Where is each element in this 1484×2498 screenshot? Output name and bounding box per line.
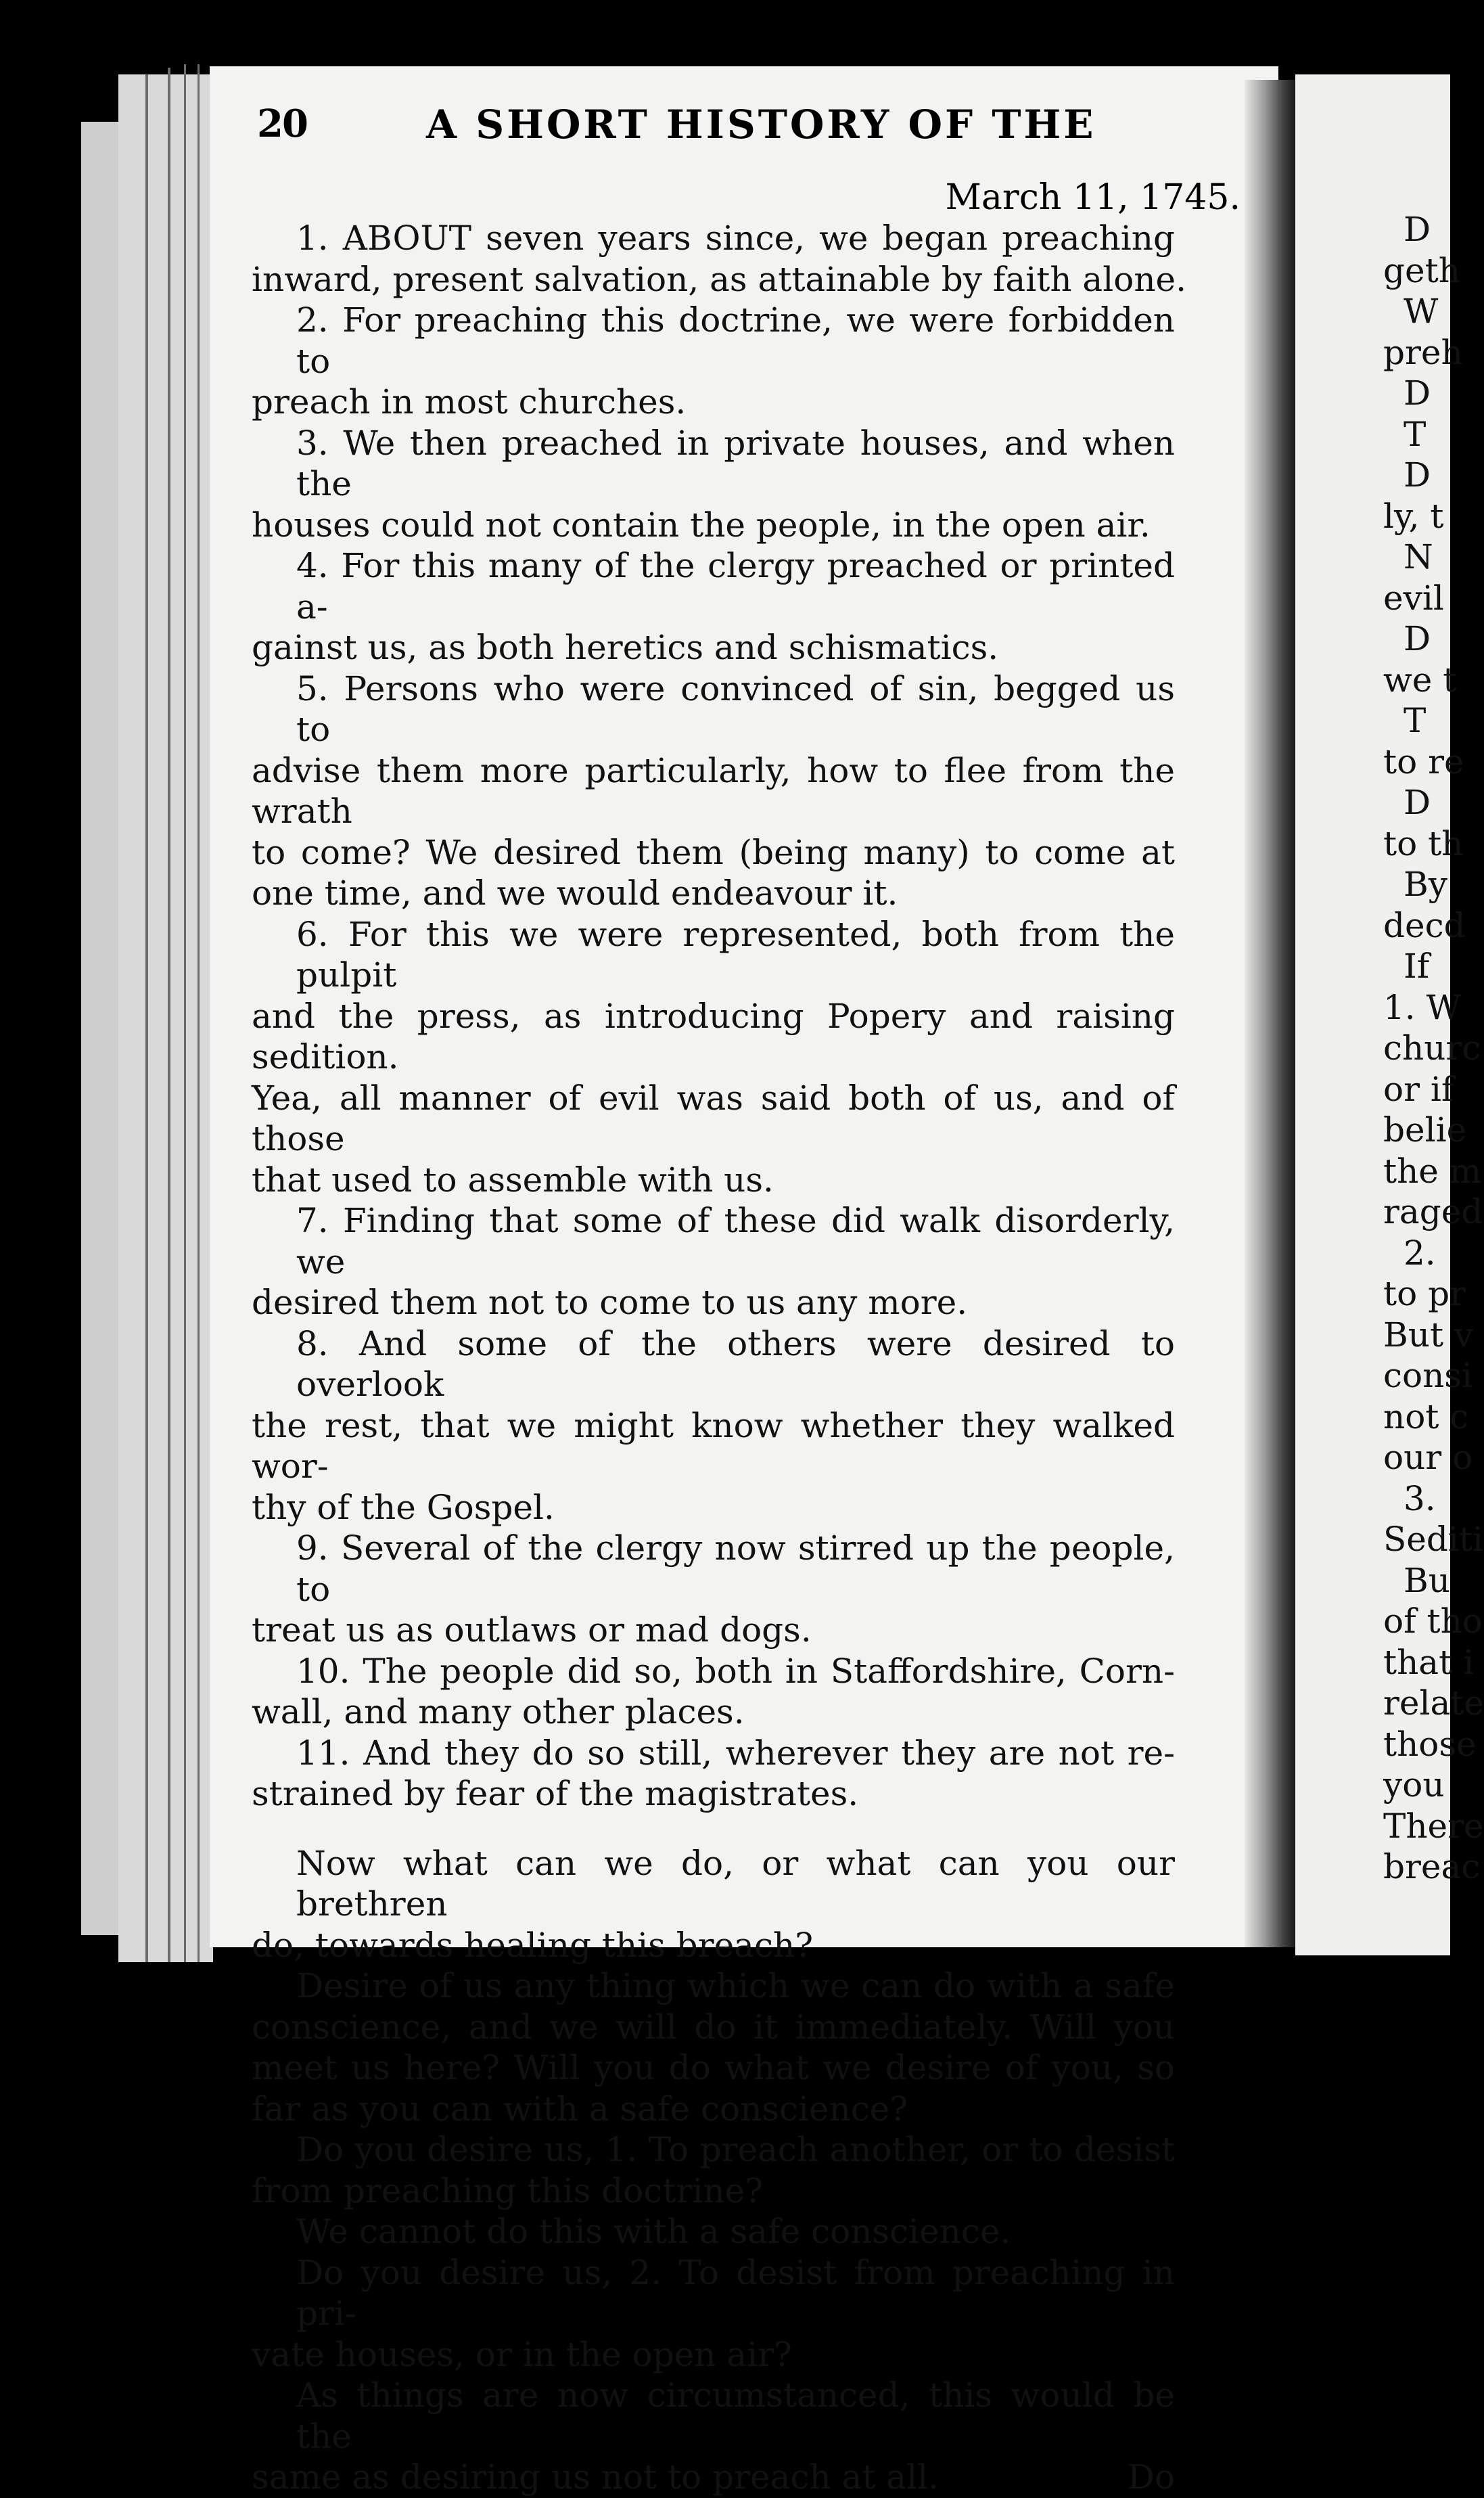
text-line: do, towards healing this breach? (252, 1925, 814, 1965)
text-line: 6. For this we were represented, both from the pulpit (296, 914, 1175, 995)
text-line: far as you can with a safe conscience? (252, 2089, 908, 2129)
facing-page-fragment: D (1404, 455, 1431, 495)
facing-page-fragment: relate (1383, 1683, 1484, 1723)
dateline: March 11, 1745. (945, 177, 1240, 218)
text-line: 11. And they do so still, wherever they are not re- (296, 1733, 1175, 1773)
facing-page-fragment: Bu (1404, 1560, 1450, 1600)
facing-page-fragment: But v (1383, 1315, 1474, 1355)
text-line: 8. And some of the others were desired to overlook (296, 1323, 1175, 1404)
facing-page-fragment: There (1383, 1806, 1484, 1846)
facing-page-fragment: breac (1383, 1847, 1481, 1886)
text-line: 5. Persons who were convinced of sin, begged us to (296, 668, 1175, 749)
text-line: 4. For this many of the clergy preached or printed a- (296, 546, 1175, 627)
text-line: 9. Several of the clergy now stirred up the people, to (296, 1528, 1175, 1609)
text-line: and the press, as introducing Popery and raising sedition. (252, 996, 1175, 1076)
facing-page-fragment: churc (1383, 1028, 1481, 1068)
facing-page-fragment: belie (1383, 1110, 1467, 1150)
text-line: As things are now circumstanced, this would be the (296, 2376, 1175, 2456)
text-line: desired them not to come to us any more. (252, 1283, 968, 1322)
text-line: to come? We desired them (being many) to come at (252, 832, 1175, 872)
text-line: that used to assemble with us. (252, 1160, 774, 1200)
facing-page-fragment: 1. W (1383, 987, 1461, 1027)
text-line: treat us as outlaws or mad dogs. (252, 1610, 812, 1650)
body-text (252, 218, 1187, 2498)
facing-page-fragment: the m (1383, 1151, 1482, 1191)
text-line: preach in most churches. (252, 382, 687, 422)
facing-page-fragment: N (1404, 537, 1433, 576)
text-line: 10. The people did so, both in Staffordshire, Corn- (296, 1651, 1175, 1691)
text-line: the rest, that we might know whether they walked wor- (252, 1405, 1175, 1486)
catchword: Do (1127, 2457, 1175, 2497)
text-line: 7. Finding that some of these did walk disorderly, we (296, 1201, 1175, 1281)
facing-page-fragment: to re (1383, 742, 1464, 781)
facing-page-fragment: D (1404, 210, 1431, 249)
facing-page-fragment: T (1404, 701, 1427, 740)
facing-page-fragment: that i (1383, 1642, 1475, 1682)
text-line: Do you desire us, 1. To preach another, or to desist (296, 2130, 1175, 2169)
facing-page-fragment: D (1404, 783, 1431, 822)
text-line: inward, present salvation, as attainable by faith alone. (252, 259, 1187, 299)
text-line: Desire of us any thing which we can do with a safe (296, 1966, 1175, 2005)
text-line: houses could not contain the people, in the open air. (252, 505, 1151, 545)
text-line: Do you desire us, 2. To desist from preaching in pri- (296, 2252, 1175, 2333)
facing-page (1295, 74, 1484, 1955)
text-line: We cannot do this with a safe conscience. (296, 2212, 1011, 2251)
text-line: wall, and many other places. (252, 1692, 745, 1731)
page-stack-line (145, 74, 148, 1962)
facing-page-fragment: preh (1383, 332, 1463, 372)
page-stack-line (168, 68, 170, 1962)
facing-page-fragment: 2. (1404, 1233, 1436, 1273)
text-line: same as desiring us not to preach at all. Do (252, 2457, 1175, 2497)
text-line: gainst us, as both heretics and schismatics. (252, 628, 999, 667)
text-line: vate houses, or in the open air? (252, 2334, 792, 2374)
facing-page-fragment: raged (1383, 1192, 1483, 1231)
facing-page-fragment: W (1404, 292, 1439, 331)
facing-page-fragment: 3. (1404, 1478, 1436, 1518)
text-line: one time, and we would endeavour it. (252, 873, 898, 913)
text-line: 1. ABOUT seven years since, we began preaching (296, 219, 1175, 258)
facing-page-fragment: to th (1383, 823, 1464, 863)
facing-page-fragment: we t (1383, 660, 1457, 700)
text-line: 3. We then preached in private houses, and when the (296, 423, 1175, 503)
facing-page-fragment: D (1404, 373, 1431, 413)
text-line: 2. For preaching this doctrine, we were forbidden to (296, 300, 1175, 381)
text-line: Yea, all manner of evil was said both of us, and of those (252, 1078, 1175, 1158)
facing-page-fragment: consi (1383, 1356, 1473, 1395)
page-header (257, 101, 1245, 156)
text-line: advise them more particularly, how to flee from the wrath (252, 750, 1175, 831)
facing-page-fragment: you (1383, 1765, 1445, 1804)
facing-page-fragment: our o (1383, 1438, 1473, 1477)
text-line: strained by fear of the magistrates. (252, 1774, 859, 1813)
facing-page-fragment: of tho (1383, 1602, 1483, 1641)
text-line: from preaching this doctrine? (252, 2171, 763, 2210)
page-stack-line (198, 64, 200, 1962)
facing-page-fragment: ly, t (1383, 496, 1444, 536)
facing-page-fragment: T (1404, 414, 1427, 454)
facing-page-fragment: geth (1383, 250, 1460, 290)
facing-page-fragment: not c (1383, 1396, 1469, 1436)
facing-page-fragment: to pr (1383, 1274, 1466, 1313)
facing-page-fragment: By (1404, 865, 1447, 904)
page-number: 20 (257, 101, 307, 146)
page-stack-line (184, 64, 186, 1962)
paragraph-gap (252, 1815, 1175, 1843)
running-head: A SHORT HISTORY OF THE (426, 101, 1096, 147)
text-line: conscience, and we will do it immediately. Will you (252, 2007, 1175, 2047)
text-line: meet us here? Will you do what we desire of you, so (252, 2048, 1175, 2087)
book-gutter (1245, 80, 1295, 1947)
facing-page-fragment: or if (1383, 1069, 1454, 1109)
facing-page-fragment: evil (1383, 578, 1444, 618)
facing-page-fragment: decd (1383, 905, 1466, 945)
facing-page-fragment: those (1383, 1724, 1477, 1764)
text-line: thy of the Gospel. (252, 1487, 555, 1527)
text-line: Now what can we do, or what can you our brethren (296, 1843, 1175, 1924)
facing-page-fragment: If (1404, 947, 1430, 986)
facing-page-fragment: D (1404, 619, 1431, 658)
facing-page-fragment: Sediti (1383, 1520, 1483, 1559)
